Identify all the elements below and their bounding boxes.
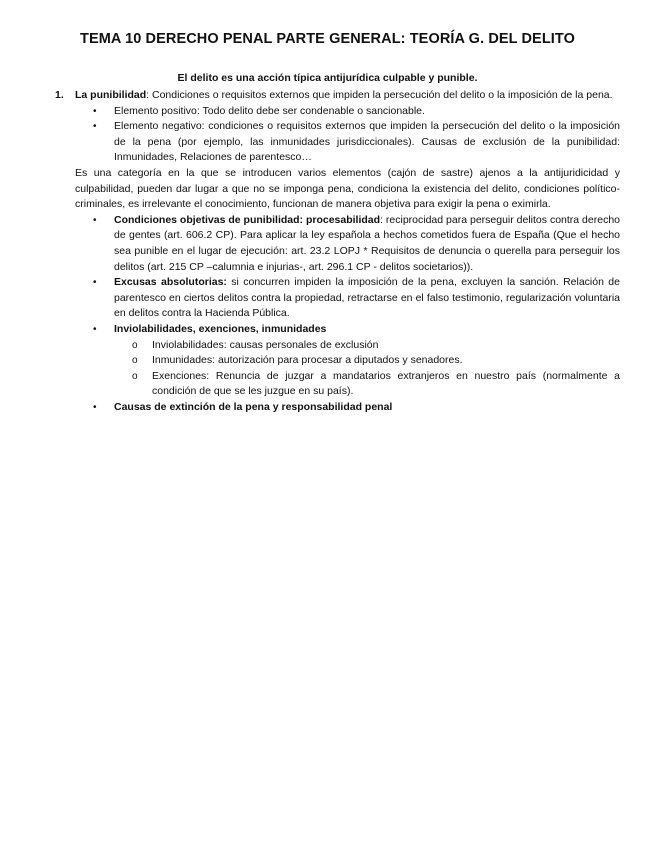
item-label: La punibilidad (75, 89, 147, 101)
bullet-item-causas-extincion (93, 400, 620, 416)
bullet-label: Excusas absolutorias: (114, 276, 227, 289)
bullet-label: Inviolabilidades, exenciones, inmunidades (114, 322, 327, 335)
bullet-marker: • (93, 121, 97, 133)
body-paragraph: Es una categoría en la que se introducen varios elementos (cajón de sastre) ajenos a la antijuridicidad y culpabilidad, pueden dar lugar a que no se imponga pena, condiciona la existencia del delito, condiciones político-criminales, es irrelevante el conocimiento, funcionan de manera objetiva para exigir la pena o eximirla. (75, 166, 620, 211)
document-title: TEMA 10 DERECHO PENAL PARTE GENERAL: TEORÍA G. DEL DELITO (80, 31, 575, 47)
sub-item-text: Exenciones: Renuncia de juzgar a mandatarios extranjeros en nuestro país (normalmente a condición de que se les juzgue en su país). (152, 369, 620, 398)
bullet-text: si concurren impiden la imposición de la pena, excluyen la sanción. Relación de parentesco en ciertos delitos contra la propiedad, retractarse en el falso testimonio, regularización voluntaria en delitos contra la Hacienda Pública. (114, 276, 620, 320)
bullet-item-elemento-positivo (93, 104, 620, 120)
sub-bullet-marker: o (132, 355, 138, 367)
bullet-item-excusas-absolutorias (93, 275, 620, 322)
sub-bullet-marker: o (132, 370, 138, 382)
sub-item-text: Inviolabilidades: causas personales de exclusión (152, 338, 379, 351)
bullet-item-elemento-negativo (93, 119, 620, 166)
bullet-marker: • (93, 214, 97, 226)
bullet-marker: • (93, 277, 97, 289)
document-subtitle: El delito es una acción típica antijurídica culpable y punible. (177, 72, 478, 84)
bullet-marker: • (93, 401, 97, 413)
bullet-label: Condiciones objetivas de punibilidad: procesabilidad (114, 213, 381, 226)
sub-item-exenciones (132, 369, 620, 400)
item-text: : Condiciones o requisitos externos que impiden la persecución del delito o la imposición de la pena. (146, 89, 613, 101)
bullet-item-condiciones-objetivas (93, 213, 621, 275)
bullet-text: Elemento negativo: condiciones o requisitos externos que impiden la persecución del delito o la imposición de la pena (por ejemplo, las inmunidades jurisdiccionales). Causas de exclusión de la punibilidad: Inmunidades, Relaciones de parentesco… (114, 120, 620, 164)
bullet-text: Elemento positivo: Todo delito debe ser condenable o sancionable. (114, 104, 425, 117)
bullet-marker: • (93, 323, 97, 335)
bullet-text: : reciprocidad para perseguir delitos contra derecho de gentes (art. 606.2 CP). Para aplicar la ley española a hechos cometidos fuera de España (Que el hecho sea punible en el lugar de ejecución: art. 23.2 LOPJ * Requisitos de denuncia o querella para perseguir los delitos (art. 215 CP –calumnia e injurias-, art. 296.1 CP - delitos societarios)). (114, 213, 621, 273)
bullet-label: Causas de extinción de la pena y responsabilidad penal (114, 400, 393, 413)
sub-item-inmunidades (132, 353, 620, 369)
item-number: 1. (55, 89, 64, 101)
bullet-marker: • (93, 105, 97, 117)
numbered-item-punibilidad (55, 88, 620, 104)
bullet-item-inviolabilidades (93, 322, 620, 338)
sub-item-inviolabilidades (132, 338, 620, 354)
sub-item-text: Inmunidades: autorización para procesar a diputados y senadores. (152, 354, 463, 367)
document-body (0, 88, 655, 415)
sub-bullet-marker: o (132, 339, 138, 351)
